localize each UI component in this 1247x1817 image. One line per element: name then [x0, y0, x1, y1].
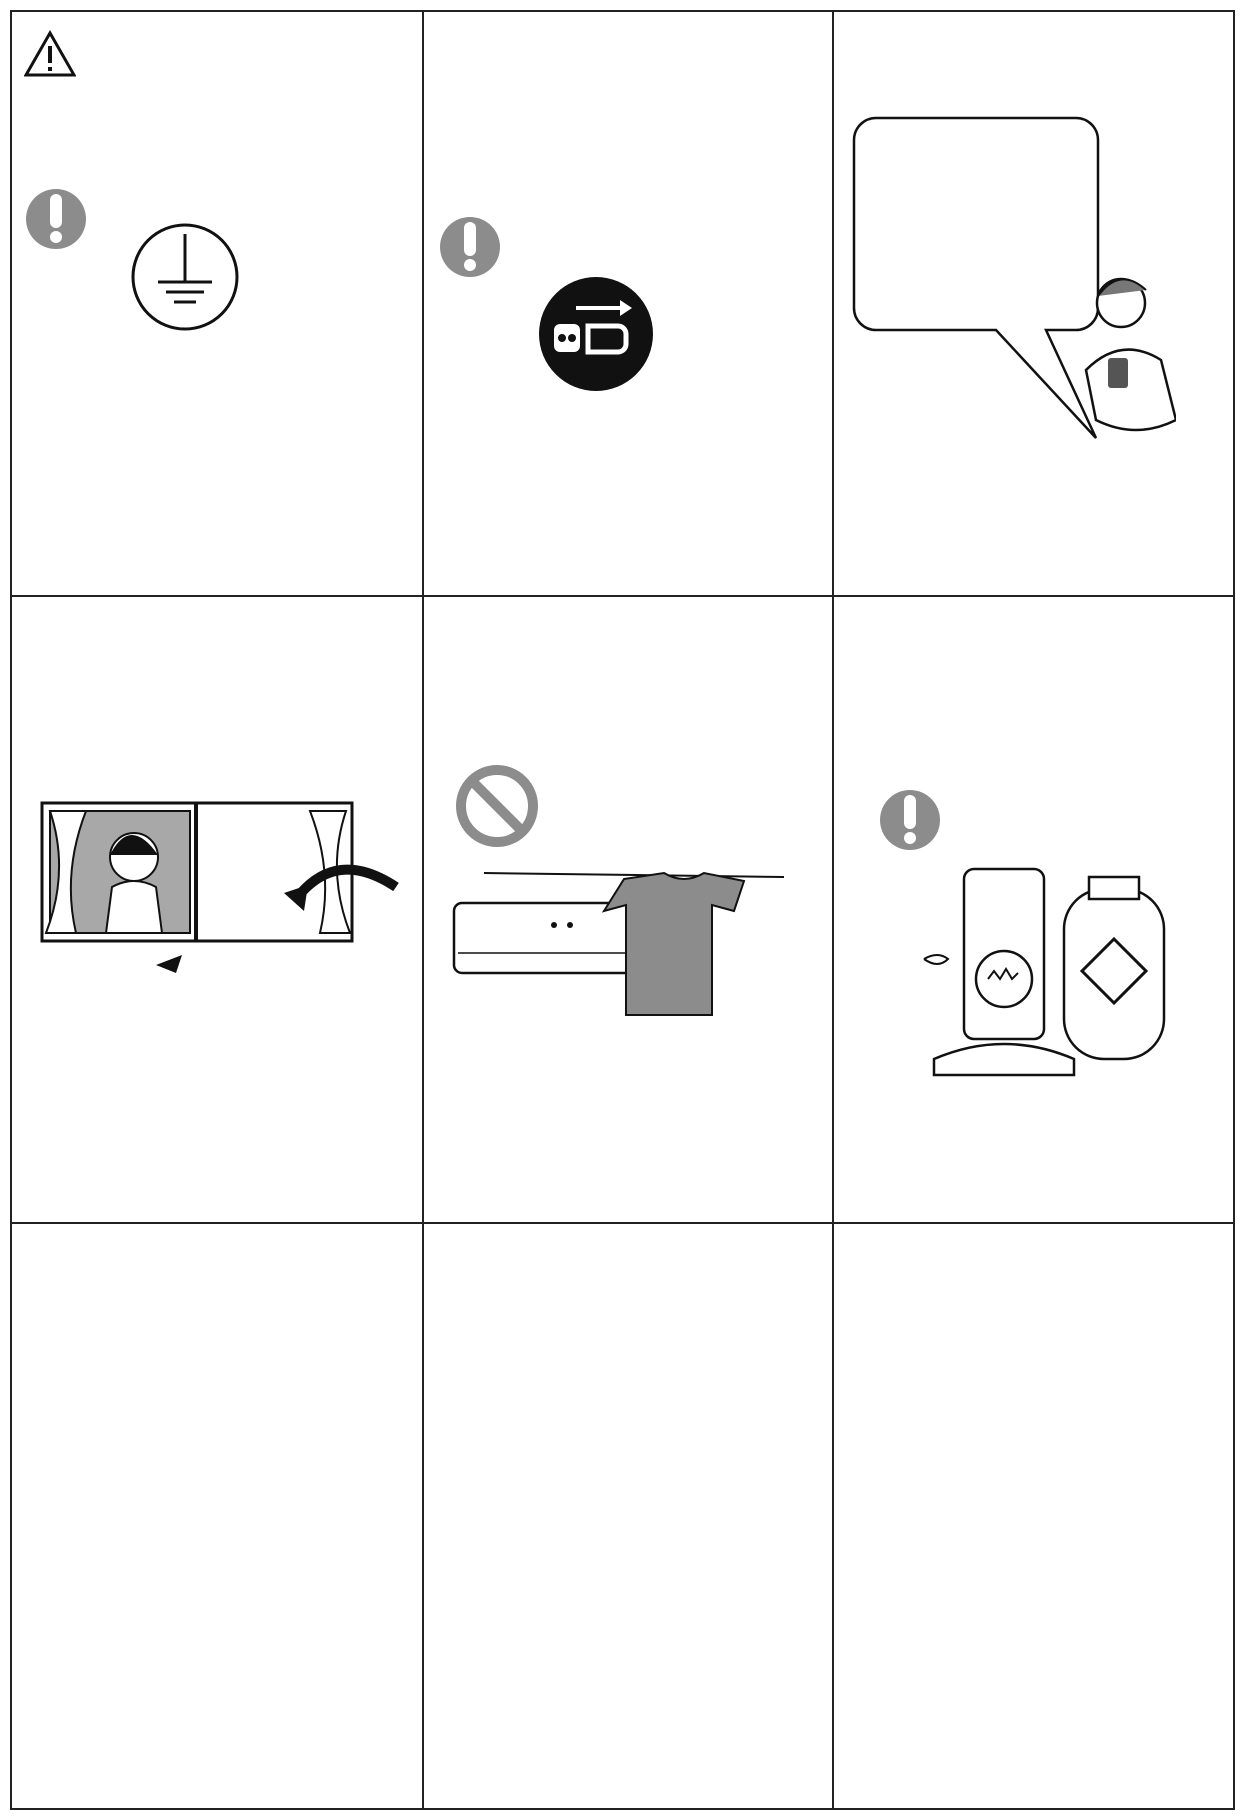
exclamation-icon: [26, 184, 86, 254]
ground-symbol-icon: [130, 222, 240, 332]
cell-windows: [12, 597, 422, 1222]
open-window-illustration: [26, 797, 416, 987]
exclamation-icon: [880, 785, 940, 855]
cell-temperature: [834, 12, 1235, 595]
cell-airflow: [424, 597, 832, 1222]
cell-grounding: [12, 12, 422, 595]
row-divider: [12, 1222, 1233, 1224]
prohibited-icon: [454, 763, 540, 849]
unplug-icon: [536, 274, 656, 394]
safety-grid: [10, 10, 1235, 1810]
cell-unplug: [424, 12, 832, 595]
cell-flammables: [834, 597, 1235, 1222]
exclamation-icon: [440, 212, 500, 282]
heater-and-gas-bottle-illustration: [914, 859, 1204, 1099]
blocked-indoor-unit-illustration: [444, 863, 794, 1043]
warning-triangle-icon: [24, 30, 76, 78]
speech-bubble-shape: [846, 108, 1176, 448]
